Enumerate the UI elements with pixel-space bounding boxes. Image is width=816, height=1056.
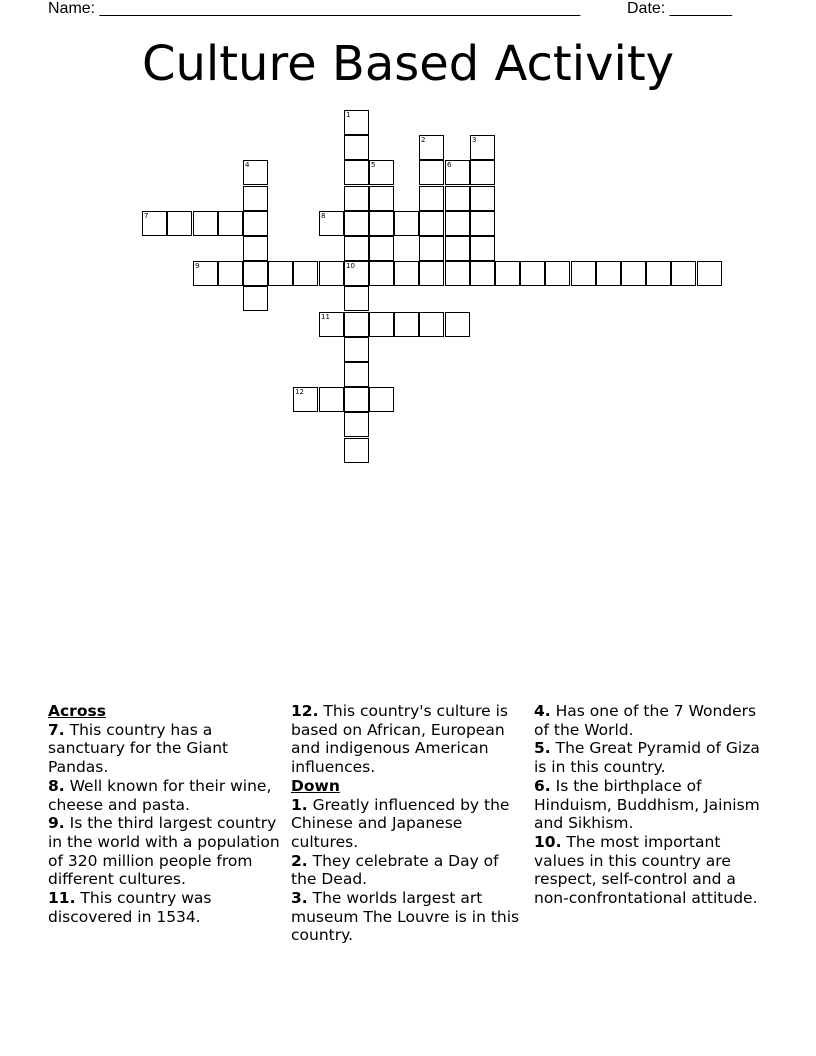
crossword-cell[interactable] (470, 211, 495, 236)
crossword-cell[interactable] (419, 160, 444, 185)
clue-number: 6 (447, 161, 452, 169)
crossword-cell[interactable] (545, 261, 570, 286)
crossword-cell[interactable] (344, 387, 369, 412)
clues-column-1 (48, 702, 282, 926)
clues-column-2 (291, 702, 525, 945)
crossword-cell[interactable] (520, 261, 545, 286)
crossword-cell[interactable] (344, 412, 369, 437)
crossword-cell[interactable] (369, 160, 394, 185)
crossword-cell[interactable] (470, 135, 495, 160)
date-field-label: Date: _______ (627, 0, 732, 17)
clue-across-11: 11. This country was discovered in 1534. (48, 889, 212, 926)
crossword-grid (0, 0, 816, 500)
crossword-cell[interactable] (344, 438, 369, 463)
crossword-cell[interactable] (419, 236, 444, 261)
clue-number: 9 (195, 262, 200, 270)
clue-across-8: 8. Well known for their wine, cheese and pasta. (48, 776, 272, 814)
crossword-cell[interactable] (319, 312, 344, 337)
crossword-cell[interactable] (193, 261, 218, 286)
clue-down-1: 1. Greatly influenced by the Chinese and Japanese cultures. (291, 795, 510, 851)
crossword-cell[interactable] (495, 261, 520, 286)
crossword-cell[interactable] (419, 312, 444, 337)
crossword-cell[interactable] (646, 261, 671, 286)
crossword-cell[interactable] (243, 211, 268, 236)
crossword-cell[interactable] (394, 261, 419, 286)
clues-column-3 (534, 702, 768, 908)
crossword-cell[interactable] (369, 387, 394, 412)
clue-down-5: 5. The Great Pyramid of Giza is in this country. (534, 739, 760, 777)
clue-down-6: 6. Is the birthplace of Hinduism, Buddhism, Jainism and Sikhism. (534, 776, 760, 833)
clue-number: 10 (346, 262, 355, 270)
clue-down-3: 3. The worlds largest art museum The Louvre is in this country. (291, 889, 520, 945)
crossword-cell[interactable] (369, 261, 394, 286)
page-title: Culture Based Activity (141, 36, 675, 92)
clue-number: 11 (321, 313, 330, 321)
crossword-cell[interactable] (445, 186, 470, 211)
crossword-cell[interactable] (344, 186, 369, 211)
crossword-cell[interactable] (470, 261, 495, 286)
crossword-cell[interactable] (243, 286, 268, 311)
crossword-cell[interactable] (344, 110, 369, 135)
crossword-cell[interactable] (419, 186, 444, 211)
crossword-cell[interactable] (445, 160, 470, 185)
crossword-cell[interactable] (344, 211, 369, 236)
down-heading: Down (291, 776, 340, 795)
clue-down-4: 4. Has one of the 7 Wonders of the World. (534, 702, 757, 739)
clue-across-12: 12. This country's culture is based on African, European and indigenous American influences. (291, 702, 508, 777)
crossword-cell[interactable] (571, 261, 596, 286)
crossword-cell[interactable] (369, 186, 394, 211)
crossword-cell[interactable] (445, 211, 470, 236)
crossword-cell[interactable] (621, 261, 646, 286)
clue-number: 7 (144, 212, 149, 220)
crossword-cell[interactable] (268, 261, 293, 286)
crossword-cell[interactable] (193, 211, 218, 236)
clue-number: 8 (321, 212, 326, 220)
crossword-cell[interactable] (596, 261, 621, 286)
crossword-cell[interactable] (369, 211, 394, 236)
crossword-cell[interactable] (344, 312, 369, 337)
crossword-cell[interactable] (394, 211, 419, 236)
clue-number: 1 (346, 111, 351, 119)
crossword-cell[interactable] (470, 236, 495, 261)
crossword-cell[interactable] (470, 186, 495, 211)
crossword-cell[interactable] (344, 261, 369, 286)
crossword-cell[interactable] (243, 261, 268, 286)
crossword-cell[interactable] (243, 236, 268, 261)
clue-down-10: 10. The most important values in this country are respect, self-control and a non-confrontational attitude. (534, 832, 758, 908)
crossword-cell[interactable] (218, 261, 243, 286)
crossword-cell[interactable] (419, 211, 444, 236)
crossword-cell[interactable] (697, 261, 722, 286)
crossword-cell[interactable] (243, 186, 268, 211)
crossword-cell[interactable] (319, 387, 344, 412)
crossword-cell[interactable] (319, 211, 344, 236)
crossword-cell[interactable] (319, 261, 344, 286)
crossword-cell[interactable] (344, 160, 369, 185)
crossword-cell[interactable] (344, 236, 369, 261)
crossword-cell[interactable] (470, 160, 495, 185)
crossword-cell[interactable] (369, 312, 394, 337)
clue-number: 5 (371, 161, 376, 169)
crossword-cell[interactable] (445, 312, 470, 337)
crossword-cell[interactable] (293, 387, 318, 412)
crossword-cell[interactable] (344, 135, 369, 160)
clue-number: 3 (472, 136, 477, 144)
crossword-cell[interactable] (142, 211, 167, 236)
crossword-cell[interactable] (369, 236, 394, 261)
crossword-cell[interactable] (344, 362, 369, 387)
crossword-cell[interactable] (419, 261, 444, 286)
crossword-cell[interactable] (419, 135, 444, 160)
crossword-cell[interactable] (293, 261, 318, 286)
clue-number: 4 (245, 161, 250, 169)
crossword-cell[interactable] (671, 261, 696, 286)
crossword-cell[interactable] (445, 261, 470, 286)
clue-across-7: 7. This country has a sanctuary for the Giant Pandas. (48, 720, 229, 777)
across-heading: Across (48, 702, 106, 720)
crossword-cell[interactable] (167, 211, 192, 236)
crossword-cell[interactable] (218, 211, 243, 236)
clue-down-2: 2. They celebrate a Day of the Dead. (291, 851, 499, 889)
clue-number: 2 (421, 136, 426, 144)
crossword-cell[interactable] (243, 160, 268, 185)
name-field-label: Name: ______________________________________________________ (48, 0, 581, 17)
clue-number: 12 (295, 388, 304, 396)
crossword-cell[interactable] (445, 236, 470, 261)
crossword-cell[interactable] (344, 286, 369, 311)
crossword-cell[interactable] (344, 337, 369, 362)
clue-across-9: 9. Is the third largest country in the world with a population of 320 million people from different cultures. (48, 814, 280, 889)
crossword-cell[interactable] (394, 312, 419, 337)
